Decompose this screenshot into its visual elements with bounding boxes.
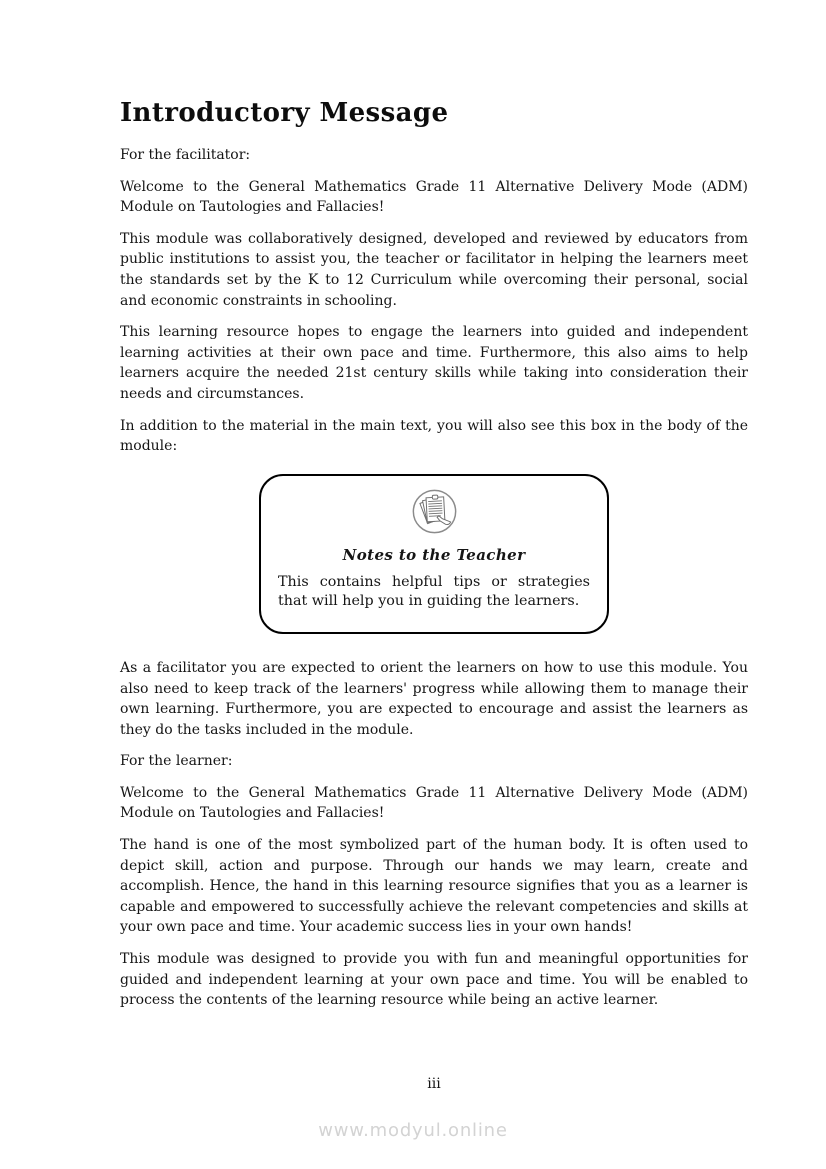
- notes-box-title: Notes to the Teacher: [342, 545, 526, 564]
- page-content: [120, 98, 748, 1022]
- learner-paragraph-hand-symbol: The hand is one of the most symbolized part of the human body. It is often used to depict skill, action and purpose. Through our hands we may learn, create and accomplish. Hence, the hand in this learning resource signifies that you as a learner is capable and empowered to successfully achieve the relevant competencies and skills at your own pace and time. Your academic success lies in your own hands!: [120, 837, 748, 936]
- facilitator-paragraph-welcome: Welcome to the General Mathematics Grade 11 Alternative Delivery Mode (ADM) Module on Tautologies and Fallacies!: [120, 178, 748, 216]
- notes-to-teacher-box: [259, 474, 609, 634]
- notes-box-body: This contains helpful tips or strategies that will help you in guiding the learners.: [278, 573, 590, 610]
- clipboard-with-hand-icon: [411, 488, 458, 535]
- facilitator-heading: For the facilitator:: [120, 147, 251, 163]
- facilitator-paragraph-engagement: This learning resource hopes to engage the learners into guided and independent learning activities at their own pace and time. Furthermore, this also aims to help learners acquire the needed 21st century skills while taking into consideration their needs and circumstances.: [120, 324, 748, 402]
- facilitator-paragraph-expectations: As a facilitator you are expected to orient the learners on how to use this module. You also need to keep track of the learners' progress while allowing them to manage their own learning. Furthermore, you are expected to encourage and assist the learners as they do the tasks included in the module.: [120, 659, 748, 738]
- learner-paragraph-module-design: This module was designed to provide you with fun and meaningful opportunities for guided and independent learning at your own pace and time. You will be enabled to process the contents of the learning resource while being an active learner.: [120, 951, 748, 1009]
- page-number: iii: [427, 1076, 441, 1092]
- watermark-text: www.modyul.online: [318, 1120, 508, 1141]
- page-title: Introductory Message: [120, 98, 449, 128]
- notes-icon-wrap: [276, 488, 592, 539]
- learner-heading: For the learner:: [120, 753, 233, 770]
- facilitator-paragraph-box-intro: In addition to the material in the main text, you will also see this box in the body of the module:: [120, 417, 748, 455]
- learner-paragraph-welcome: Welcome to the General Mathematics Grade 11 Alternative Delivery Mode (ADM) Module on Tautologies and Fallacies!: [120, 784, 748, 822]
- facilitator-paragraph-collaboration: This module was collaboratively designed, developed and reviewed by educators from public institutions to assist you, the teacher or facilitator in helping the learners meet the standards set by the K to 12 Curriculum while overcoming their personal, social and economic constraints in schooling.: [120, 230, 748, 309]
